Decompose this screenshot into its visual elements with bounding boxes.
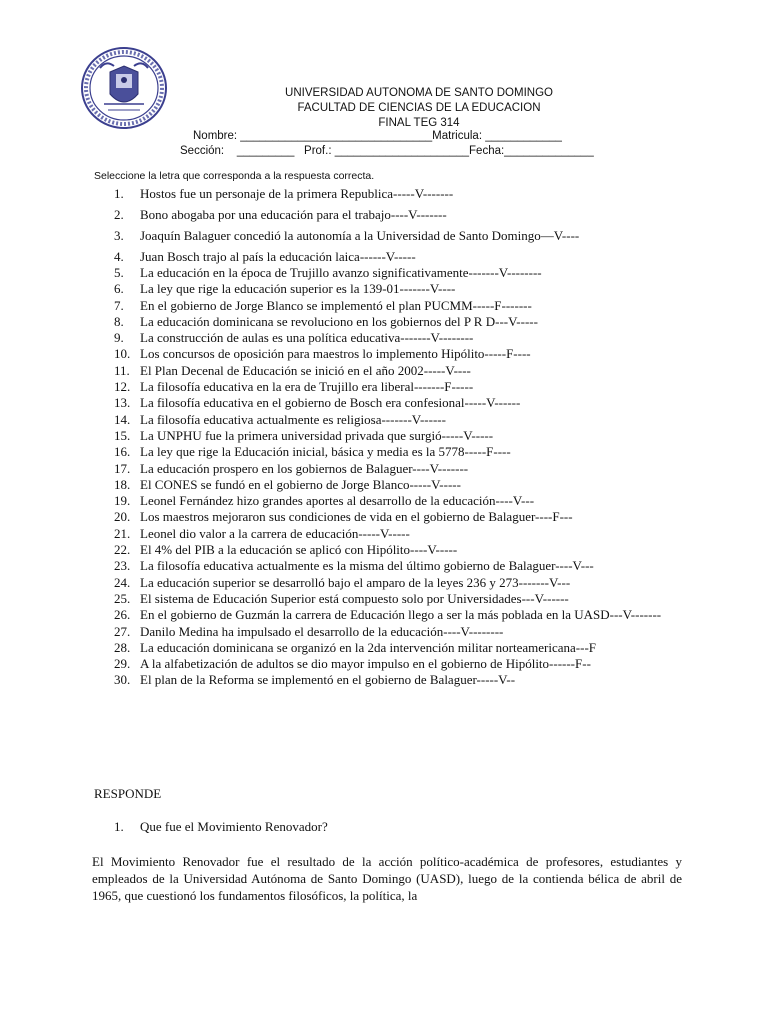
question-text: La UNPHU fue la primera universidad privada que surgió-----V-----: [140, 427, 494, 443]
question-text: Danilo Medina ha impulsado el desarrollo de la educación----V--------: [140, 623, 504, 639]
question-number: 15.: [114, 427, 131, 443]
question-number: 6.: [114, 281, 124, 297]
question-number: 14.: [114, 411, 131, 427]
question-text: La filosofía educativa actualmente es la misma del último gobierno de Balaguer----V---: [140, 558, 594, 574]
question-text: La filosofía educativa en el gobierno de Bosch era confesional-----V------: [140, 395, 521, 411]
instruction-text: Seleccione la letra que corresponda a la respuesta correcta.: [94, 170, 375, 182]
list-item: [94, 428, 684, 444]
list-item: [94, 509, 684, 525]
question-number: 17.: [114, 460, 131, 476]
list-item: [94, 228, 684, 244]
question-number: 8.: [114, 313, 124, 329]
list-item: [94, 493, 684, 509]
question-number: 1.: [114, 186, 124, 201]
list-item: [94, 186, 684, 202]
question-text: Leonel dio valor a la carrera de educación-----V-----: [140, 525, 410, 541]
list-item: [94, 207, 684, 223]
list-item: [94, 672, 684, 688]
list-item: [94, 607, 684, 623]
question-number: 29.: [114, 656, 131, 672]
list-item: [94, 363, 684, 379]
question-number: 19.: [114, 493, 131, 509]
list-item: [94, 379, 684, 395]
question-number: 9.: [114, 330, 124, 346]
list-item: [94, 656, 684, 672]
question-text: La educación prospero en los gobiernos de Balaguer----V-------: [140, 460, 469, 476]
question-number: 18.: [114, 476, 131, 492]
question-text: En el gobierno de Jorge Blanco se implementó el plan PUCMM-----F-------: [140, 297, 532, 313]
name-matricula-field: Nombre: ______________________________Matricula: ____________: [193, 130, 562, 142]
question-number: 26.: [114, 607, 131, 623]
question-text: A la alfabetización de adultos se dio mayor impulso en el gobierno de Hipólito------F--: [140, 656, 591, 672]
list-item: [94, 298, 684, 314]
question-text: La ley que rige la Educación inicial, básica y media es la 5778-----F----: [140, 444, 511, 460]
list-item: [94, 444, 684, 460]
question-text: La filosofía educativa actualmente es religiosa-------V------: [140, 411, 446, 427]
question-text: En el gobierno de Guzmán la carrera de Educación llego a ser la más poblada en la UASD---V-------: [140, 607, 662, 623]
list-item: [94, 558, 684, 574]
question-text: Juan Bosch trajo al país la educación laica------V-----: [140, 248, 416, 264]
question-text: Hostos fue un personaje de la primera Republica-----V-------: [140, 186, 454, 201]
question-text: El sistema de Educación Superior está compuesto solo por Universidades---V------: [140, 590, 569, 606]
list-item: [94, 461, 684, 477]
question-text: La educación en la época de Trujillo avanzo significativamente-------V--------: [140, 264, 542, 280]
question-text: Leonel Fernández hizo grandes aportes al desarrollo de la educación----V---: [140, 493, 535, 509]
question-number: 23.: [114, 558, 131, 574]
question-number: 28.: [114, 639, 131, 655]
question-number: 27.: [114, 623, 131, 639]
list-item: [94, 640, 684, 656]
open-question-text: Que fue el Movimiento Renovador?: [140, 819, 328, 834]
question-text: Los maestros mejoraron sus condiciones de vida en el gobierno de Balaguer----F---: [140, 509, 573, 525]
question-number: 24.: [114, 574, 131, 590]
question-text: La educación dominicana se organizó en la 2da intervención militar norteamericana---F: [140, 639, 597, 655]
answer-paragraph: El Movimiento Renovador fue el resultado de la acción político-académica de profesores, estudiantes y empleados de la Universidad Autónoma de Santo Domingo (UASD), luego de la contienda bélica de abril de 1965, que cuestionó los fundamentos filosóficos, la política, la: [92, 854, 682, 903]
question-number: 7.: [114, 297, 124, 313]
question-number: 21.: [114, 525, 131, 541]
question-number: 5.: [114, 264, 124, 280]
exam-header: [0, 86, 768, 131]
question-number: 2.: [114, 206, 124, 222]
question-text: La ley que rige la educación superior es la 139-01-------V----: [140, 281, 456, 297]
list-item: [94, 624, 684, 640]
list-item: [94, 281, 684, 297]
list-item: [94, 542, 684, 558]
list-item: [94, 249, 684, 265]
list-item: [94, 395, 684, 411]
list-item: [94, 575, 684, 591]
question-text: La educación superior se desarrolló bajo el amparo de la leyes 236 y 273-------V---: [140, 574, 571, 590]
exam-title: FINAL TEG 314: [378, 117, 460, 129]
question-number: 3.: [114, 227, 124, 243]
list-item: [94, 265, 684, 281]
list-item: [94, 314, 684, 330]
question-text: Los concursos de oposición para maestros lo implemento Hipólito-----F----: [140, 346, 531, 362]
university-name: UNIVERSIDAD AUTONOMA DE SANTO DOMINGO: [285, 87, 553, 99]
open-question: [114, 819, 328, 835]
list-item: [94, 330, 684, 346]
questions-list: [94, 186, 684, 689]
question-text: Joaquín Balaguer concedió la autonomía a la Universidad de Santo Domingo—V----: [140, 227, 580, 243]
question-number: 22.: [114, 542, 131, 558]
question-text: El Plan Decenal de Educación se inició en el año 2002-----V----: [140, 362, 471, 378]
question-text: El plan de la Reforma se implementó en el gobierno de Balaguer-----V--: [140, 672, 516, 688]
question-text: Bono abogaba por una educación para el trabajo----V-------: [140, 206, 447, 222]
question-text: El CONES se fundó en el gobierno de Jorge Blanco-----V-----: [140, 476, 461, 492]
question-number: 20.: [114, 509, 131, 525]
list-item: [94, 346, 684, 362]
question-number: 10.: [114, 346, 131, 362]
section-prof-date-field: Sección: _________ Prof.: _____________________Fecha:______________: [180, 145, 594, 157]
question-text: La filosofía educativa en la era de Trujillo era liberal-------F-----: [140, 379, 474, 395]
list-item: [94, 477, 684, 493]
question-number: 11.: [114, 362, 130, 378]
list-item: [94, 412, 684, 428]
list-item: [94, 526, 684, 542]
responde-heading: RESPONDE: [94, 786, 162, 801]
open-question-number: 1.: [114, 819, 124, 834]
question-number: 12.: [114, 379, 131, 395]
question-number: 4.: [114, 248, 124, 264]
question-text: El 4% del PIB a la educación se aplicó con Hipólito----V-----: [140, 542, 458, 558]
question-number: 13.: [114, 395, 131, 411]
faculty-name: FACULTAD DE CIENCIAS DE LA EDUCACION: [297, 102, 541, 114]
question-number: 30.: [114, 672, 131, 688]
question-number: 25.: [114, 590, 131, 606]
question-number: 16.: [114, 444, 131, 460]
question-text: La educación dominicana se revoluciono en los gobiernos del P R D---V-----: [140, 313, 538, 329]
list-item: [94, 591, 684, 607]
question-text: La construcción de aulas es una política educativa-------V--------: [140, 330, 474, 346]
